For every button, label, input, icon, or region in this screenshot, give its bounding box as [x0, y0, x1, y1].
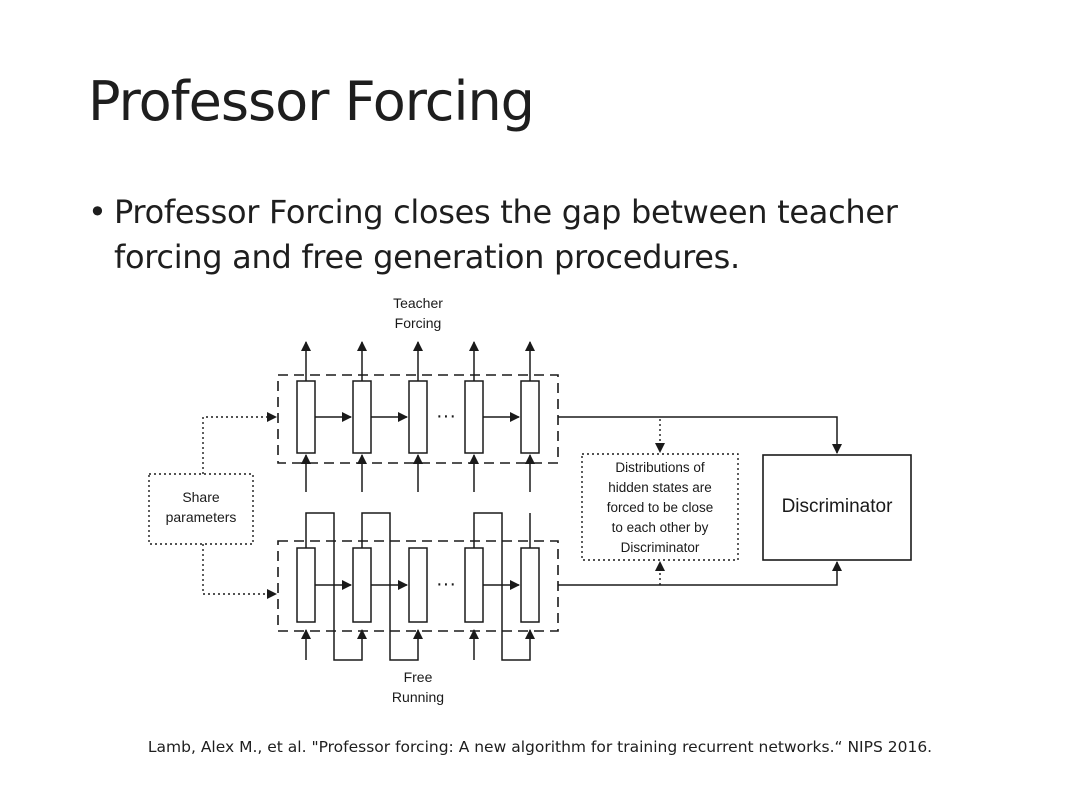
- share-link-top: [203, 417, 276, 474]
- bullet-symbol: •: [88, 193, 107, 231]
- discriminator-label: Discriminator: [781, 496, 893, 517]
- teacher-forcing-label-line-2: Forcing: [394, 315, 442, 331]
- share-parameters-label-line-2: parameters: [165, 509, 237, 525]
- free-to-discriminator-arrow: [558, 562, 837, 585]
- teacher-hidden-cell: [409, 381, 427, 453]
- bullet-text: Professor Forcing closes the gap between teacher forcing and free generation procedures.: [114, 193, 898, 276]
- teacher-hidden-cell: [297, 381, 315, 453]
- teacher-hidden-cell: [465, 381, 483, 453]
- free-hidden-cell: [297, 548, 315, 622]
- distributions-note-line: Discriminator: [620, 540, 700, 555]
- share-parameters-label-line-1: Share: [182, 489, 220, 505]
- teacher-forcing-label-line-1: Teacher: [393, 295, 443, 311]
- teacher-ellipsis: ···: [436, 405, 456, 427]
- free-hidden-cell: [521, 548, 539, 622]
- teacher-hidden-cell: [353, 381, 371, 453]
- slide-title: Professor Forcing: [88, 70, 534, 133]
- free-running-rnn: [278, 513, 558, 660]
- free-running-label-line-1: Free: [403, 669, 433, 685]
- teacher-hidden-cell: [521, 381, 539, 453]
- distributions-note: [582, 419, 738, 585]
- free-hidden-cell: [465, 548, 483, 622]
- citation: Lamb, Alex M., et al. "Professor forcing: A new algorithm for training recurrent networks.“ NIPS 2016.: [147, 738, 933, 756]
- free-hidden-cell: [353, 548, 371, 622]
- free-hidden-cell: [409, 548, 427, 622]
- distributions-note-line: to each other by: [611, 520, 709, 535]
- free-running-label-line-2: Running: [391, 689, 445, 705]
- teacher-to-discriminator-arrow: [558, 417, 837, 453]
- share-link-bottom: [203, 544, 276, 594]
- distributions-note-line: Distributions of: [615, 460, 705, 475]
- teacher-forcing-rnn: [278, 342, 558, 492]
- distributions-note-line: hidden states are: [608, 480, 712, 495]
- free-ellipsis: ···: [436, 573, 456, 595]
- share-parameters: [149, 417, 276, 594]
- distributions-note-line: forced to be close: [606, 500, 714, 515]
